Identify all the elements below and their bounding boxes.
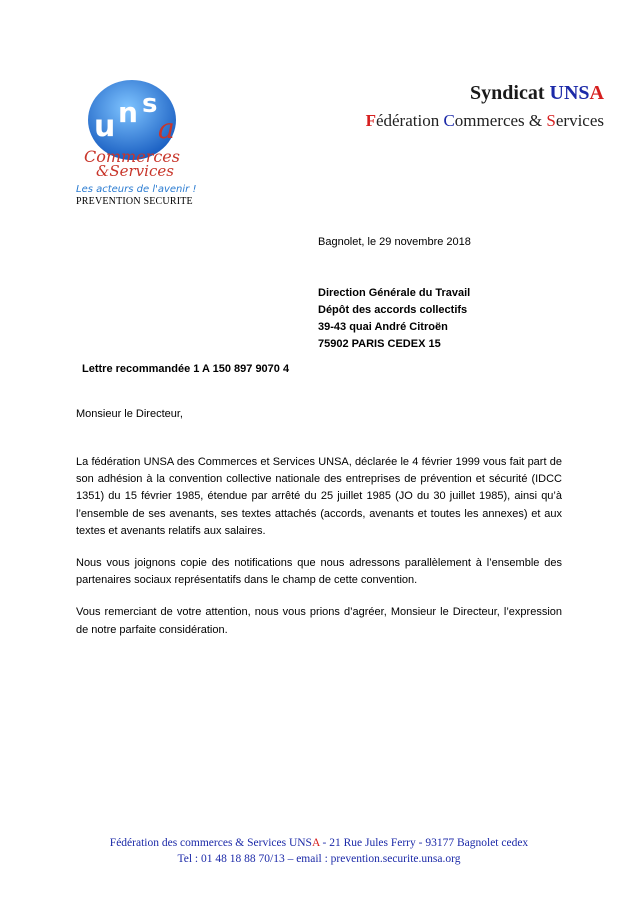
recipient-address <box>318 285 470 353</box>
logo-services: &Services <box>96 162 174 180</box>
recipient-line-1: Direction Générale du Travail <box>318 287 471 299</box>
recipient-line-3: 39-43 quai André Citroën <box>318 321 448 333</box>
footer-address-a: Fédération des commerces & Services UNS <box>109 837 312 849</box>
recipient-line-2: Dépôt des accords collectifs <box>318 304 468 316</box>
footer-address-red: A <box>311 837 320 849</box>
place-and-date: Bagnolet, le 29 novembre 2018 <box>318 236 471 248</box>
fed-initial-s: S <box>546 111 556 130</box>
unsa-letter-a: A <box>589 82 604 104</box>
paragraph-2: Nous vous joignons copie des notifications que nous adressons parallèlement à l’ensemble des partenaires sociaux représentatifs dans le champ de cette convention. <box>76 557 562 587</box>
footer <box>0 835 638 867</box>
union-name <box>366 82 604 105</box>
logo-letter-a: a <box>158 112 175 145</box>
paragraph-1: La fédération UNSA des Commerces et Services UNSA, déclarée le 4 février 1999 vous fait part de son adhésion à la convention collective nationale des entreprises de prévention et sécurité (IDCC 1351) du 15 février 1985, étendue par arrêté du 25 juillet 1985 (JO du 30 juillet 1985), ainsi qu’à l’ensemble de ses avenants, ses textes attachés (accords, avenants et toutes les annexes) et aux textes et avenants relatifs aux salaires. <box>76 456 562 537</box>
logo-letter-s: s <box>142 89 158 119</box>
fed-text-2: ommerces & <box>454 111 547 130</box>
logo-commerces: Commerces <box>84 147 180 166</box>
union-word: Syndicat <box>470 82 550 104</box>
unsa-letter-n: N <box>563 82 579 104</box>
footer-line-2: Tel : 01 48 18 88 70/13 – email : prevention.securite.unsa.org <box>177 853 461 865</box>
letterhead <box>366 82 604 131</box>
unsa-letter-u: U <box>549 82 564 104</box>
logo-letter-u: u <box>94 109 116 144</box>
fed-text-1: édération <box>375 111 444 130</box>
federation-name <box>366 111 604 131</box>
logo-tagline: Les acteurs de l'avenir ! <box>76 184 197 195</box>
footer-line-1 <box>0 835 638 851</box>
footer-address-b: - 21 Rue Jules Ferry - 93177 Bagnolet cedex <box>319 837 529 849</box>
paragraph-3: Vous remerciant de votre attention, nous vous prions d’agréer, Monsieur le Directeur, l’expression de notre parfaite considération. <box>76 606 562 636</box>
fed-initial-f: F <box>365 111 376 130</box>
logo-letter-n: n <box>118 96 138 129</box>
fed-initial-c: C <box>443 111 455 130</box>
unsa-letter-s: S <box>578 82 590 104</box>
registered-letter-number: Lettre recommandée 1 A 150 897 9070 4 <box>82 363 290 375</box>
salutation: Monsieur le Directeur, <box>76 408 183 420</box>
recipient-line-4: 75902 PARIS CEDEX 15 <box>318 338 441 350</box>
department-label: PREVENTION SECURITE <box>76 196 193 207</box>
letter-body <box>76 454 562 654</box>
union-logo <box>72 78 212 196</box>
unsa-logo-icon <box>72 78 212 196</box>
fed-text-3: ervices <box>555 111 604 130</box>
